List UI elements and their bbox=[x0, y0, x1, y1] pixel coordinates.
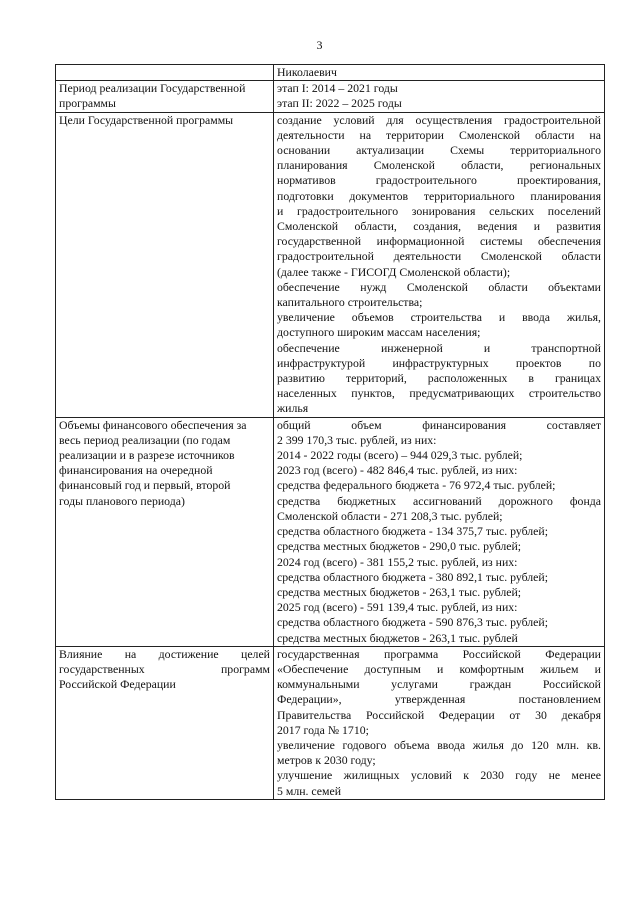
value-line: 2017 года № 1710; bbox=[277, 722, 369, 737]
value-line: обеспечение нужд Смоленской области объектами bbox=[277, 279, 601, 294]
row-value-cell bbox=[274, 417, 605, 646]
value-line: увеличение годового объема ввода жилья до 120 млн. кв. bbox=[277, 737, 601, 752]
table-row bbox=[56, 65, 605, 81]
label-line: реализации и в разрезе источников bbox=[59, 448, 235, 463]
value-line: деятельности на территории Смоленской области на bbox=[277, 127, 601, 142]
label-line: финансовый год и первый, второй bbox=[59, 478, 231, 493]
value-line: этап II: 2022 – 2025 годы bbox=[277, 96, 402, 111]
row-label-cell bbox=[56, 417, 274, 646]
value-line: средства местных бюджетов - 263,1 тыс. рублей; bbox=[277, 584, 522, 599]
value-line: улучшение жилищных условий к 2030 году не менее bbox=[277, 768, 601, 783]
label-line: годы планового периода) bbox=[59, 493, 185, 508]
value-line: Федерации», утвержденная постановлением bbox=[277, 692, 601, 707]
value-line: средства бюджетных ассигнований дорожного фонда bbox=[277, 493, 601, 508]
value-line: средства федерального бюджета - 76 972,4 тыс. рублей; bbox=[277, 478, 556, 493]
value-line: увеличение объемов строительства и ввода жилья, bbox=[277, 310, 601, 325]
value-line: Смоленской области - 271 208,3 тыс. рублей; bbox=[277, 508, 503, 523]
value-line: 2025 год (всего) - 591 139,4 тыс. рублей, из них: bbox=[277, 600, 518, 615]
table-row bbox=[56, 646, 605, 799]
label-line: Российской Федерации bbox=[59, 677, 176, 692]
row-label-cell bbox=[56, 112, 274, 417]
program-passport-table bbox=[55, 64, 605, 800]
label-line: финансирования на очередной bbox=[59, 463, 213, 478]
label-line: Объемы финансового обеспечения за bbox=[59, 417, 247, 432]
value-line: средства областного бюджета - 380 892,1 тыс. рублей; bbox=[277, 569, 549, 584]
value-line: градостроительной деятельности Смоленской области bbox=[277, 249, 601, 264]
value-line: метров к 2030 году; bbox=[277, 753, 376, 768]
row-value-cell bbox=[274, 81, 605, 112]
value-line: планирования Смоленской области, региональных bbox=[277, 158, 601, 173]
value-line: коммунальными услугами граждан Российской bbox=[277, 677, 601, 692]
table-body bbox=[56, 65, 605, 800]
value-line: обеспечение инженерной и транспортной bbox=[277, 340, 601, 355]
value-line: создание условий для осуществления градостроительной bbox=[277, 112, 601, 127]
value-line: средства областного бюджета - 134 375,7 тыс. рублей; bbox=[277, 524, 549, 539]
row-label-cell bbox=[56, 81, 274, 112]
label-line: программы bbox=[59, 96, 116, 111]
value-line: общий объем финансирования составляет bbox=[277, 417, 601, 432]
value-line: этап I: 2014 – 2021 годы bbox=[277, 81, 398, 96]
value-line: «Обеспечение доступным и комфортным жильем и bbox=[277, 661, 601, 676]
label-line: государственных программ bbox=[59, 661, 270, 676]
label-line: Влияние на достижение целей bbox=[59, 646, 270, 661]
row-label-cell bbox=[56, 65, 274, 81]
value-line: государственная программа Российской Федерации bbox=[277, 646, 601, 661]
value-line: населенных пунктов, предусматривающих строительство bbox=[277, 386, 601, 401]
label-line: Период реализации Государственной bbox=[59, 81, 246, 96]
value-line: основании актуализации Схемы территориального bbox=[277, 143, 601, 158]
value-line: 2023 год (всего) - 482 846,4 тыс. рублей, из них: bbox=[277, 463, 518, 478]
value-line: развитию территорий, расположенных в границах bbox=[277, 371, 601, 386]
value-line: государственной информационной системы обеспечения bbox=[277, 234, 601, 249]
value-line: нормативов градостроительного проектирования, bbox=[277, 173, 601, 188]
value-line: средства местных бюджетов - 263,1 тыс. рублей bbox=[277, 630, 518, 645]
page-number: 3 bbox=[316, 38, 323, 52]
table-row bbox=[56, 417, 605, 646]
value-line: средства областного бюджета - 590 876,3 тыс. рублей; bbox=[277, 615, 549, 630]
value-line: (далее также - ГИСОГД Смоленской области); bbox=[277, 264, 511, 279]
table-row bbox=[56, 81, 605, 112]
value-line: и градостроительного зонирования сельских поселений bbox=[277, 203, 601, 218]
table-row bbox=[56, 112, 605, 417]
value-line: 2014 - 2022 годы (всего) – 944 029,3 тыс. рублей; bbox=[277, 448, 523, 463]
value-line: жилья bbox=[277, 401, 309, 416]
value-line: Николаевич bbox=[277, 65, 337, 79]
value-line: капитального строительства; bbox=[277, 295, 423, 310]
value-line: 2 399 170,3 тыс. рублей, из них: bbox=[277, 432, 437, 447]
value-line: 2024 год (всего) - 381 155,2 тыс. рублей, из них: bbox=[277, 554, 518, 569]
label-line: Цели Государственной программы bbox=[59, 112, 234, 127]
value-line: Смоленской области, создания, ведения и развития bbox=[277, 219, 601, 234]
row-value-cell bbox=[274, 112, 605, 417]
value-line: 5 млн. семей bbox=[277, 783, 342, 798]
label-line: весь период реализации (по годам bbox=[59, 432, 231, 447]
value-line: подготовки документов территориального планирования bbox=[277, 188, 601, 203]
row-value-cell bbox=[274, 65, 605, 81]
value-line: доступного широким массам населения; bbox=[277, 325, 481, 340]
row-label-cell bbox=[56, 646, 274, 799]
value-line: Правительства Российской Федерации от 30 декабря bbox=[277, 707, 601, 722]
value-line: средства местных бюджетов - 290,0 тыс. рублей; bbox=[277, 539, 522, 554]
row-value-cell bbox=[274, 646, 605, 799]
value-line: инфраструктурой инфраструктурных проектов по bbox=[277, 355, 601, 370]
